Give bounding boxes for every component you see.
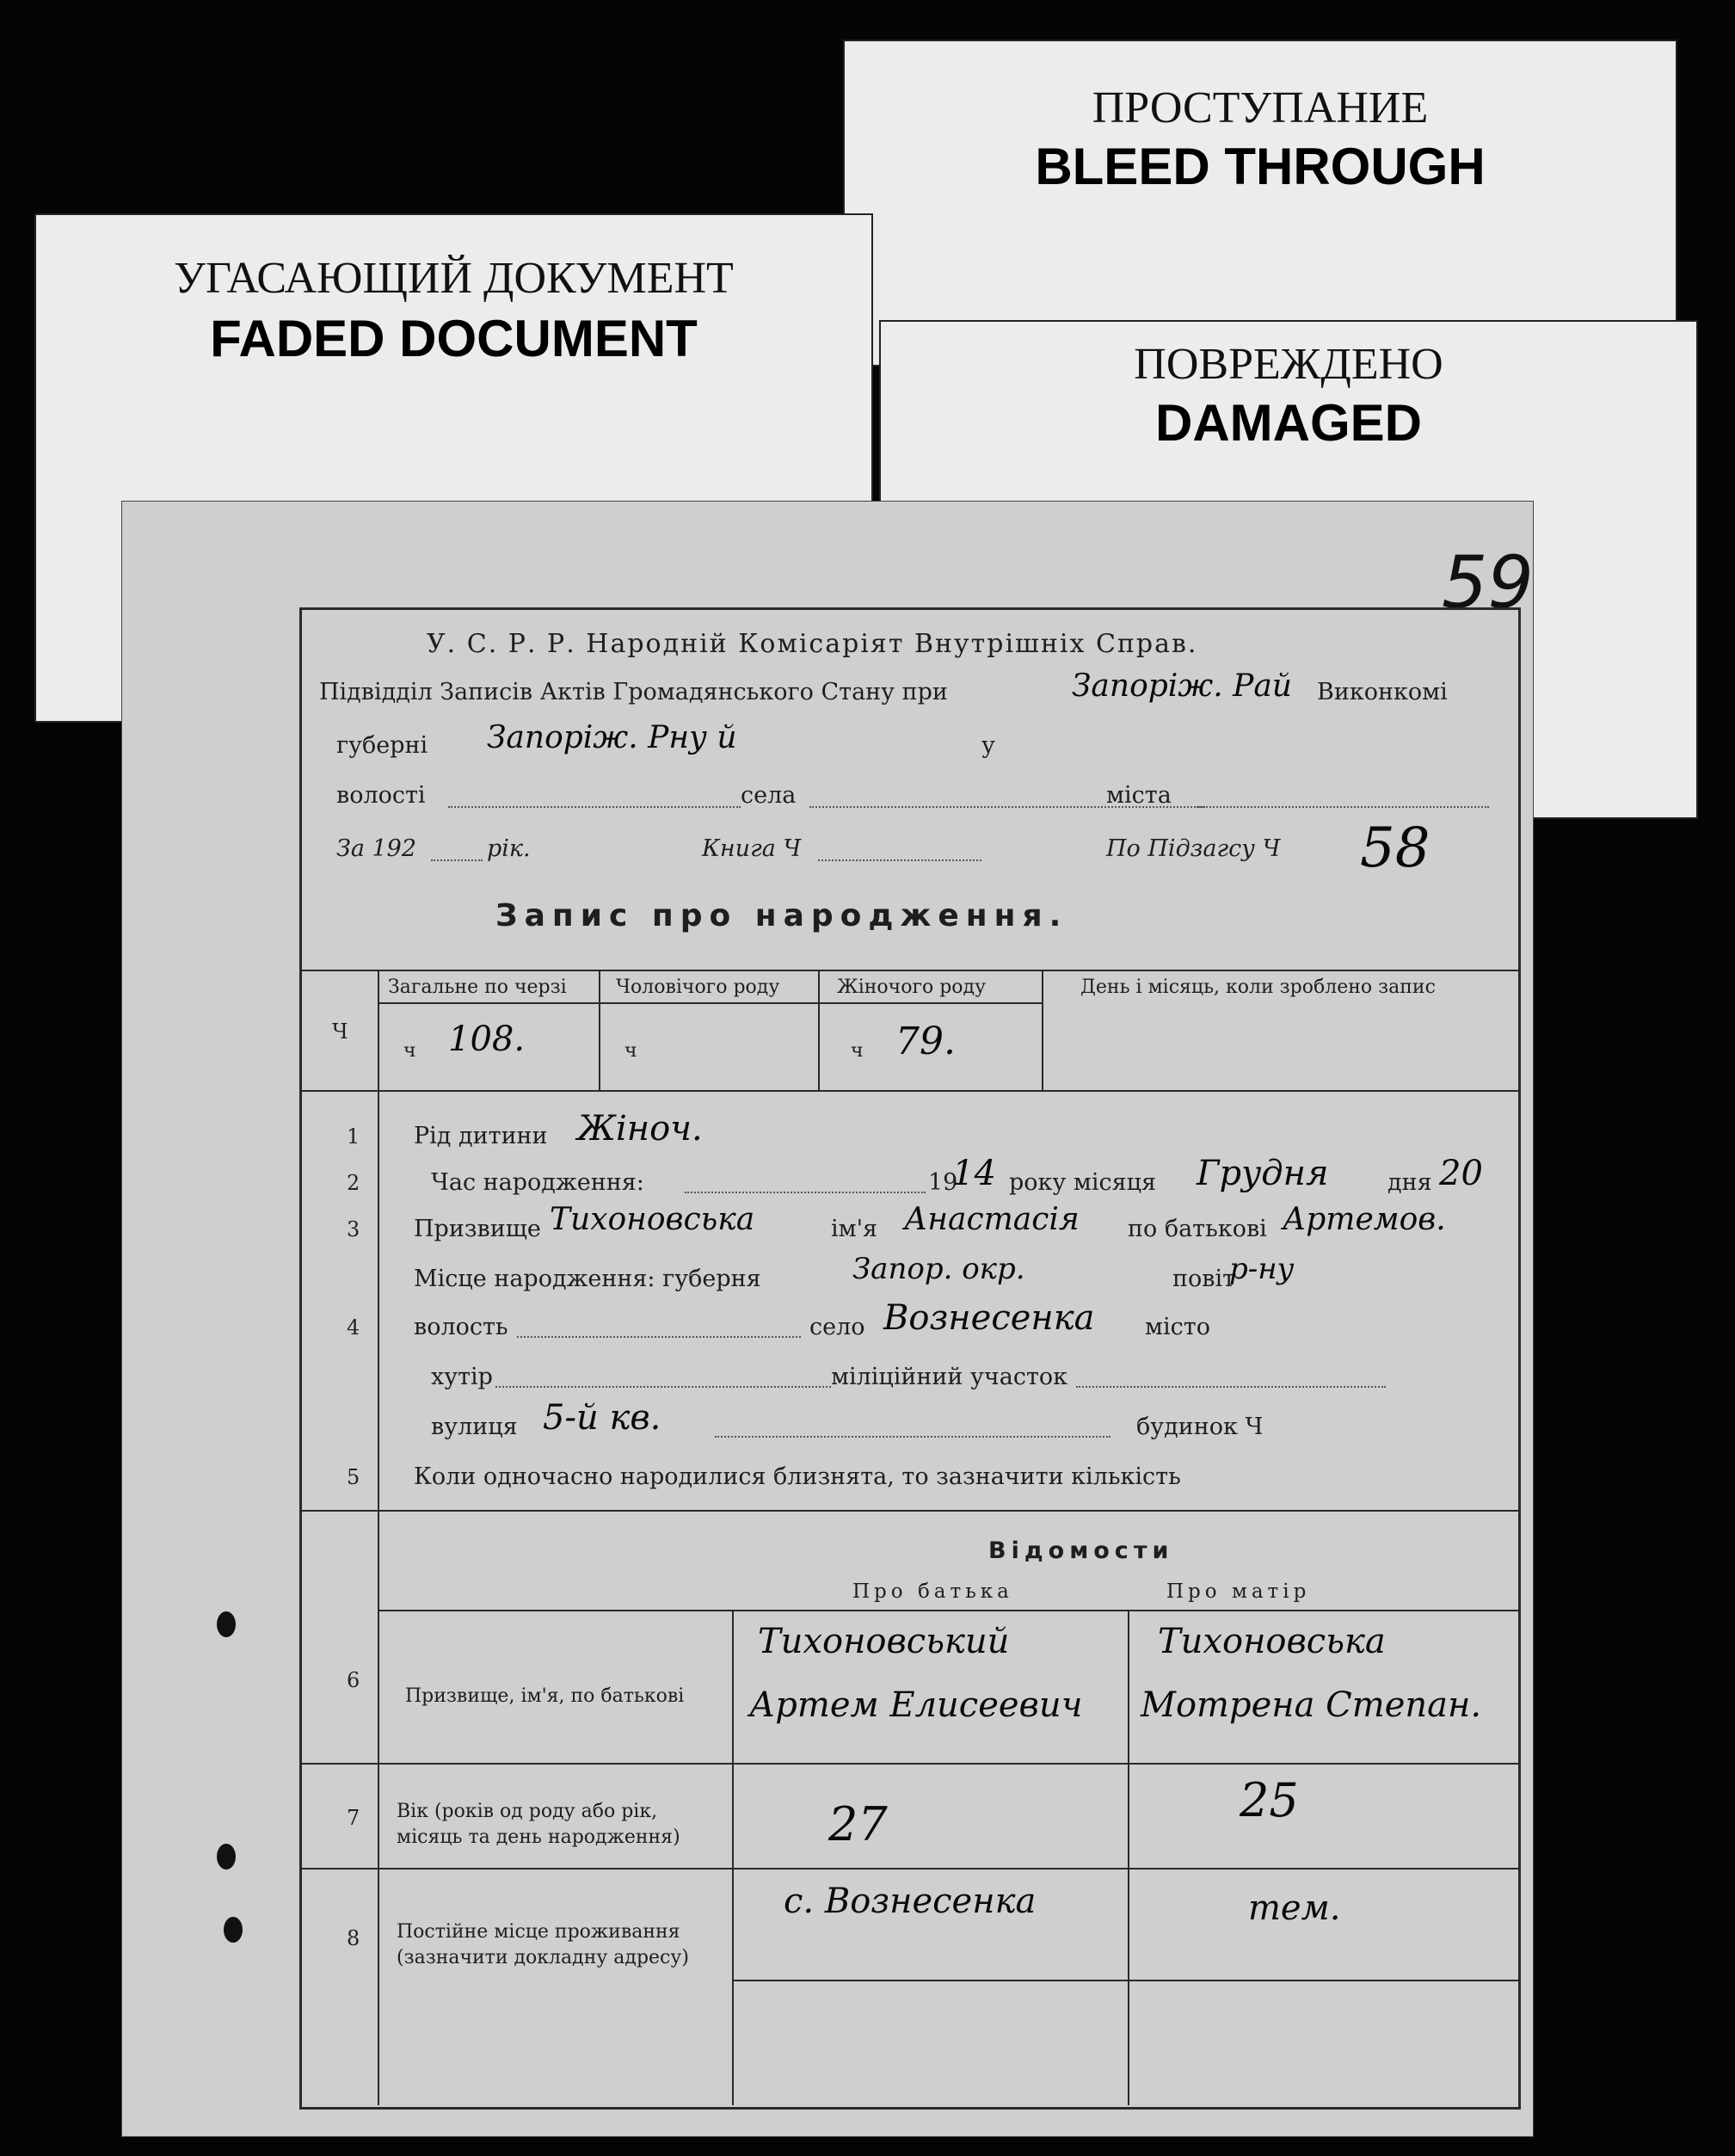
birthplace-label: Місце народження: губерня [414,1266,761,1292]
povit-label: повіт [1172,1266,1236,1292]
povit-value: р-ну [1229,1252,1295,1286]
militsia-label: міліційний участок [831,1364,1068,1390]
gubernia-value: Запоріж. Рну й [487,720,737,755]
age-label-line1: Вік (років од роду або рік, [397,1801,658,1822]
father-surname: Тихоновський [758,1622,1010,1661]
birth-year-value: 14 [952,1154,996,1193]
father-residence: с. Вознесенка [784,1882,1037,1921]
misto-label: міста [1106,782,1172,809]
registry-label: Підвідділ Записів Актів Громадянського Стану при [319,679,948,705]
mother-given-names: Мотрена Степан. [1141,1685,1482,1725]
count-row-label: Ч [332,1019,348,1044]
year-label: За 192 [336,835,417,862]
birthplace-gubernia-value: Запор. окр. [852,1252,1025,1286]
father-age: 27 [828,1797,888,1851]
row-number: 5 [347,1465,360,1489]
residence-label-line1: Постійне місце проживання [397,1921,680,1943]
selo-field-value: Вознесенка [883,1298,1095,1338]
row-number: 8 [347,1926,360,1950]
registry-value: Запоріж. Рай [1072,668,1292,704]
sex-value: Жіноч. [577,1109,703,1149]
count-general-prefix: ч [403,1040,416,1062]
patronymic-label: по батькові [1128,1216,1267,1242]
punch-hole [217,1611,236,1637]
birth-day-value: 20 [1439,1154,1483,1193]
twins-label: Коли одночасно народилися близнята, то зазначити кількість [414,1463,1181,1490]
volost-field-label: волость [414,1314,508,1340]
birth-year-prefix: 19 [928,1169,958,1196]
faded-document-label-ru: УГАСАЮЩИЙ ДОКУМЕНТ [174,254,734,303]
birth-month-label: року місяця [1009,1169,1157,1196]
row-number: 4 [347,1315,360,1340]
book-line [818,859,981,861]
count-date-header: День і місяць, коли зроблено запис [1080,976,1436,998]
house-label: будинок Ч [1136,1414,1264,1440]
selo-label: села [741,782,797,809]
damaged-label-ru: ПОВРЕЖДЕНО [1134,340,1443,389]
count-female-value: 79. [895,1019,956,1063]
count-general-value: 108. [448,1019,526,1059]
ministry-header: У. С. Р. Р. Народній Комісаріят Внутрішніх Справ. [427,629,1198,659]
father-given-names: Артем Елисеевич [749,1685,1083,1725]
parent-name-label: Призвище, ім'я, по батькові [405,1685,685,1707]
book-label: Книга Ч [702,835,802,862]
row-number: 6 [347,1668,360,1692]
sex-label: Рід дитини [414,1123,548,1149]
form-title: Запис про народження. [495,898,1068,933]
bleed-through-card [843,40,1677,367]
parents-heading: Відомости [988,1537,1174,1564]
misto-line [1197,806,1489,808]
subzag-value: 58 [1360,816,1430,880]
name-label: ім'я [831,1216,878,1242]
mother-age: 25 [1240,1773,1299,1827]
count-general-header: Загальне по черзі [388,976,567,998]
row-number: 7 [347,1806,360,1830]
mother-residence: тем. [1248,1888,1341,1928]
year-suffix: рік. [487,835,531,862]
gubernia-suffix: у [981,732,995,759]
khutir-label: хутір [431,1364,493,1390]
misto-field-label: місто [1145,1314,1210,1340]
volost-label: волості [336,782,426,809]
patronymic-value: Артемов. [1283,1202,1446,1237]
gubernia-label: губерні [336,732,428,759]
count-female-prefix: ч [851,1040,864,1062]
selo-field-label: село [809,1314,865,1340]
surname-value: Тихоновська [550,1202,755,1237]
bleed-through-label-en: BLEED THROUGH [1035,138,1486,195]
punch-hole [224,1917,243,1943]
surname-label: Призвище [414,1216,541,1242]
damaged-label-en: DAMAGED [1155,394,1422,452]
subzag-label: По Підзагсу Ч [1106,835,1281,862]
father-column-header: Про батька [852,1580,1013,1603]
birth-record-form [299,607,1521,2110]
street-label: вулиця [431,1414,518,1440]
mother-surname: Тихоновська [1158,1622,1386,1661]
residence-label-line2: (зазначити докладну адресу) [397,1947,689,1968]
row-number: 3 [347,1217,360,1241]
row-number: 1 [347,1124,360,1149]
name-value: Анастасія [904,1202,1080,1237]
year-line [431,859,483,861]
row-number: 2 [347,1171,360,1195]
birth-month-value: Грудня [1197,1154,1329,1193]
count-male-prefix: ч [624,1040,637,1062]
punch-hole [217,1844,236,1870]
birth-time-label: Час народження: [431,1169,644,1196]
mother-column-header: Про матір [1166,1580,1311,1603]
street-value: 5-й кв. [543,1398,661,1438]
folio-number: 59 [1442,540,1534,625]
count-female-header: Жіночого роду [837,976,987,998]
age-label-line2: місяць та день народження) [397,1826,680,1848]
volost-line [448,806,741,808]
bleed-through-label-ru: ПРОСТУПАНИЕ [1092,83,1429,132]
faded-document-label-en: FADED DOCUMENT [210,310,698,367]
count-male-header: Чоловічого роду [616,976,780,998]
registry-suffix: Виконкомі [1317,679,1448,705]
birth-day-label: дня [1387,1169,1432,1196]
